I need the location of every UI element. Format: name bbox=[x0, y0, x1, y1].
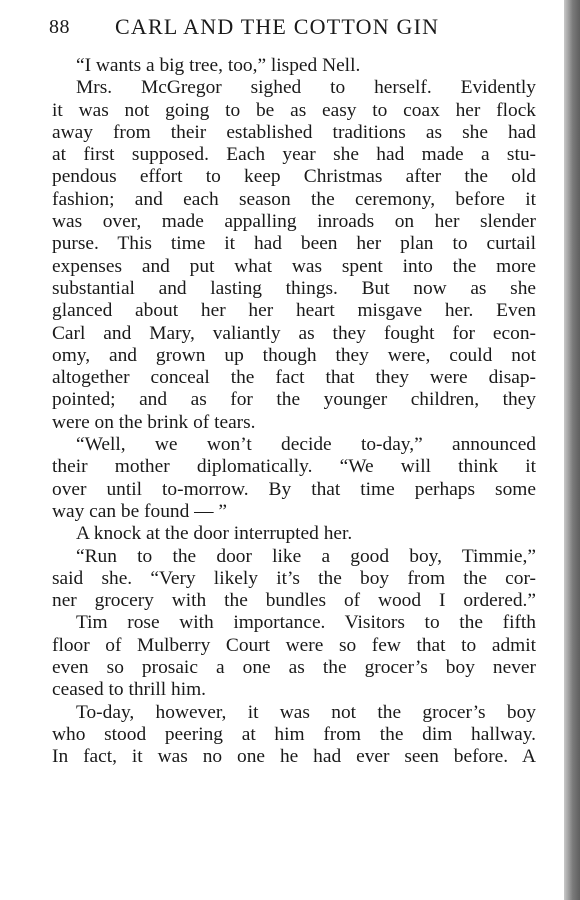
text-line: “Run to the door like a good boy, Timmie,” bbox=[76, 545, 536, 567]
page-header bbox=[49, 12, 539, 42]
text-line: glanced about her her heart misgave her. Even bbox=[52, 300, 536, 322]
text-line: even so prosaic a one as the grocer’s boy never bbox=[52, 657, 536, 679]
text-line: omy, and grown up though they were, could not bbox=[52, 344, 536, 366]
text-line: ceased to thrill him. bbox=[52, 679, 207, 701]
running-title: CARL AND THE COTTON GIN bbox=[115, 14, 440, 39]
text-line: pendous effort to keep Christmas after the old bbox=[52, 166, 536, 188]
text-line: A knock at the door interrupted her. bbox=[76, 523, 353, 545]
text-line: said she. “Very likely it’s the boy from the cor- bbox=[52, 567, 536, 589]
text-line: it was not going to be as easy to coax her flock bbox=[52, 99, 536, 121]
text-line: Tim rose with importance. Visitors to the fifth bbox=[76, 612, 536, 634]
page-number: 88 bbox=[49, 16, 70, 38]
text-line: were on the brink of tears. bbox=[52, 411, 256, 433]
body-text bbox=[52, 55, 536, 769]
text-line: In fact, it was no one he had ever seen before. A bbox=[52, 746, 536, 768]
text-line: way can be found — ” bbox=[52, 500, 227, 522]
text-line: was over, made appalling inroads on her slender bbox=[52, 211, 536, 233]
text-line: Mrs. McGregor sighed to herself. Evidently bbox=[76, 77, 536, 99]
text-line: ner grocery with the bundles of wood I ordered.” bbox=[52, 590, 536, 612]
text-line: pointed; and as for the younger children, they bbox=[52, 389, 536, 411]
page-edge-shadow bbox=[564, 0, 580, 900]
text-line: fashion; and each season the ceremony, before it bbox=[52, 188, 536, 210]
text-line: To-day, however, it was not the grocer’s boy bbox=[76, 701, 536, 723]
text-line: over until to-morrow. By that time perhaps some bbox=[52, 478, 536, 500]
text-line: floor of Mulberry Court were so few that to admit bbox=[52, 634, 536, 656]
text-line: their mother diplomatically. “We will think it bbox=[52, 456, 536, 478]
text-line: at first supposed. Each year she had made a stu- bbox=[52, 144, 536, 166]
text-line: who stood peering at him from the dim hallway. bbox=[52, 723, 536, 745]
text-line: Carl and Mary, valiantly as they fought for econ- bbox=[52, 322, 536, 344]
text-line: “I wants a big tree, too,” lisped Nell. bbox=[76, 55, 361, 76]
text-line: away from their established traditions as she had bbox=[52, 121, 536, 143]
text-line: “Well, we won’t decide to-day,” announced bbox=[76, 434, 536, 456]
text-line: purse. This time it had been her plan to curtail bbox=[52, 233, 536, 255]
text-line: altogether conceal the fact that they were disap- bbox=[52, 367, 536, 389]
text-line: expenses and put what was spent into the more bbox=[52, 255, 536, 277]
text-line: substantial and lasting things. But now as she bbox=[52, 277, 536, 299]
